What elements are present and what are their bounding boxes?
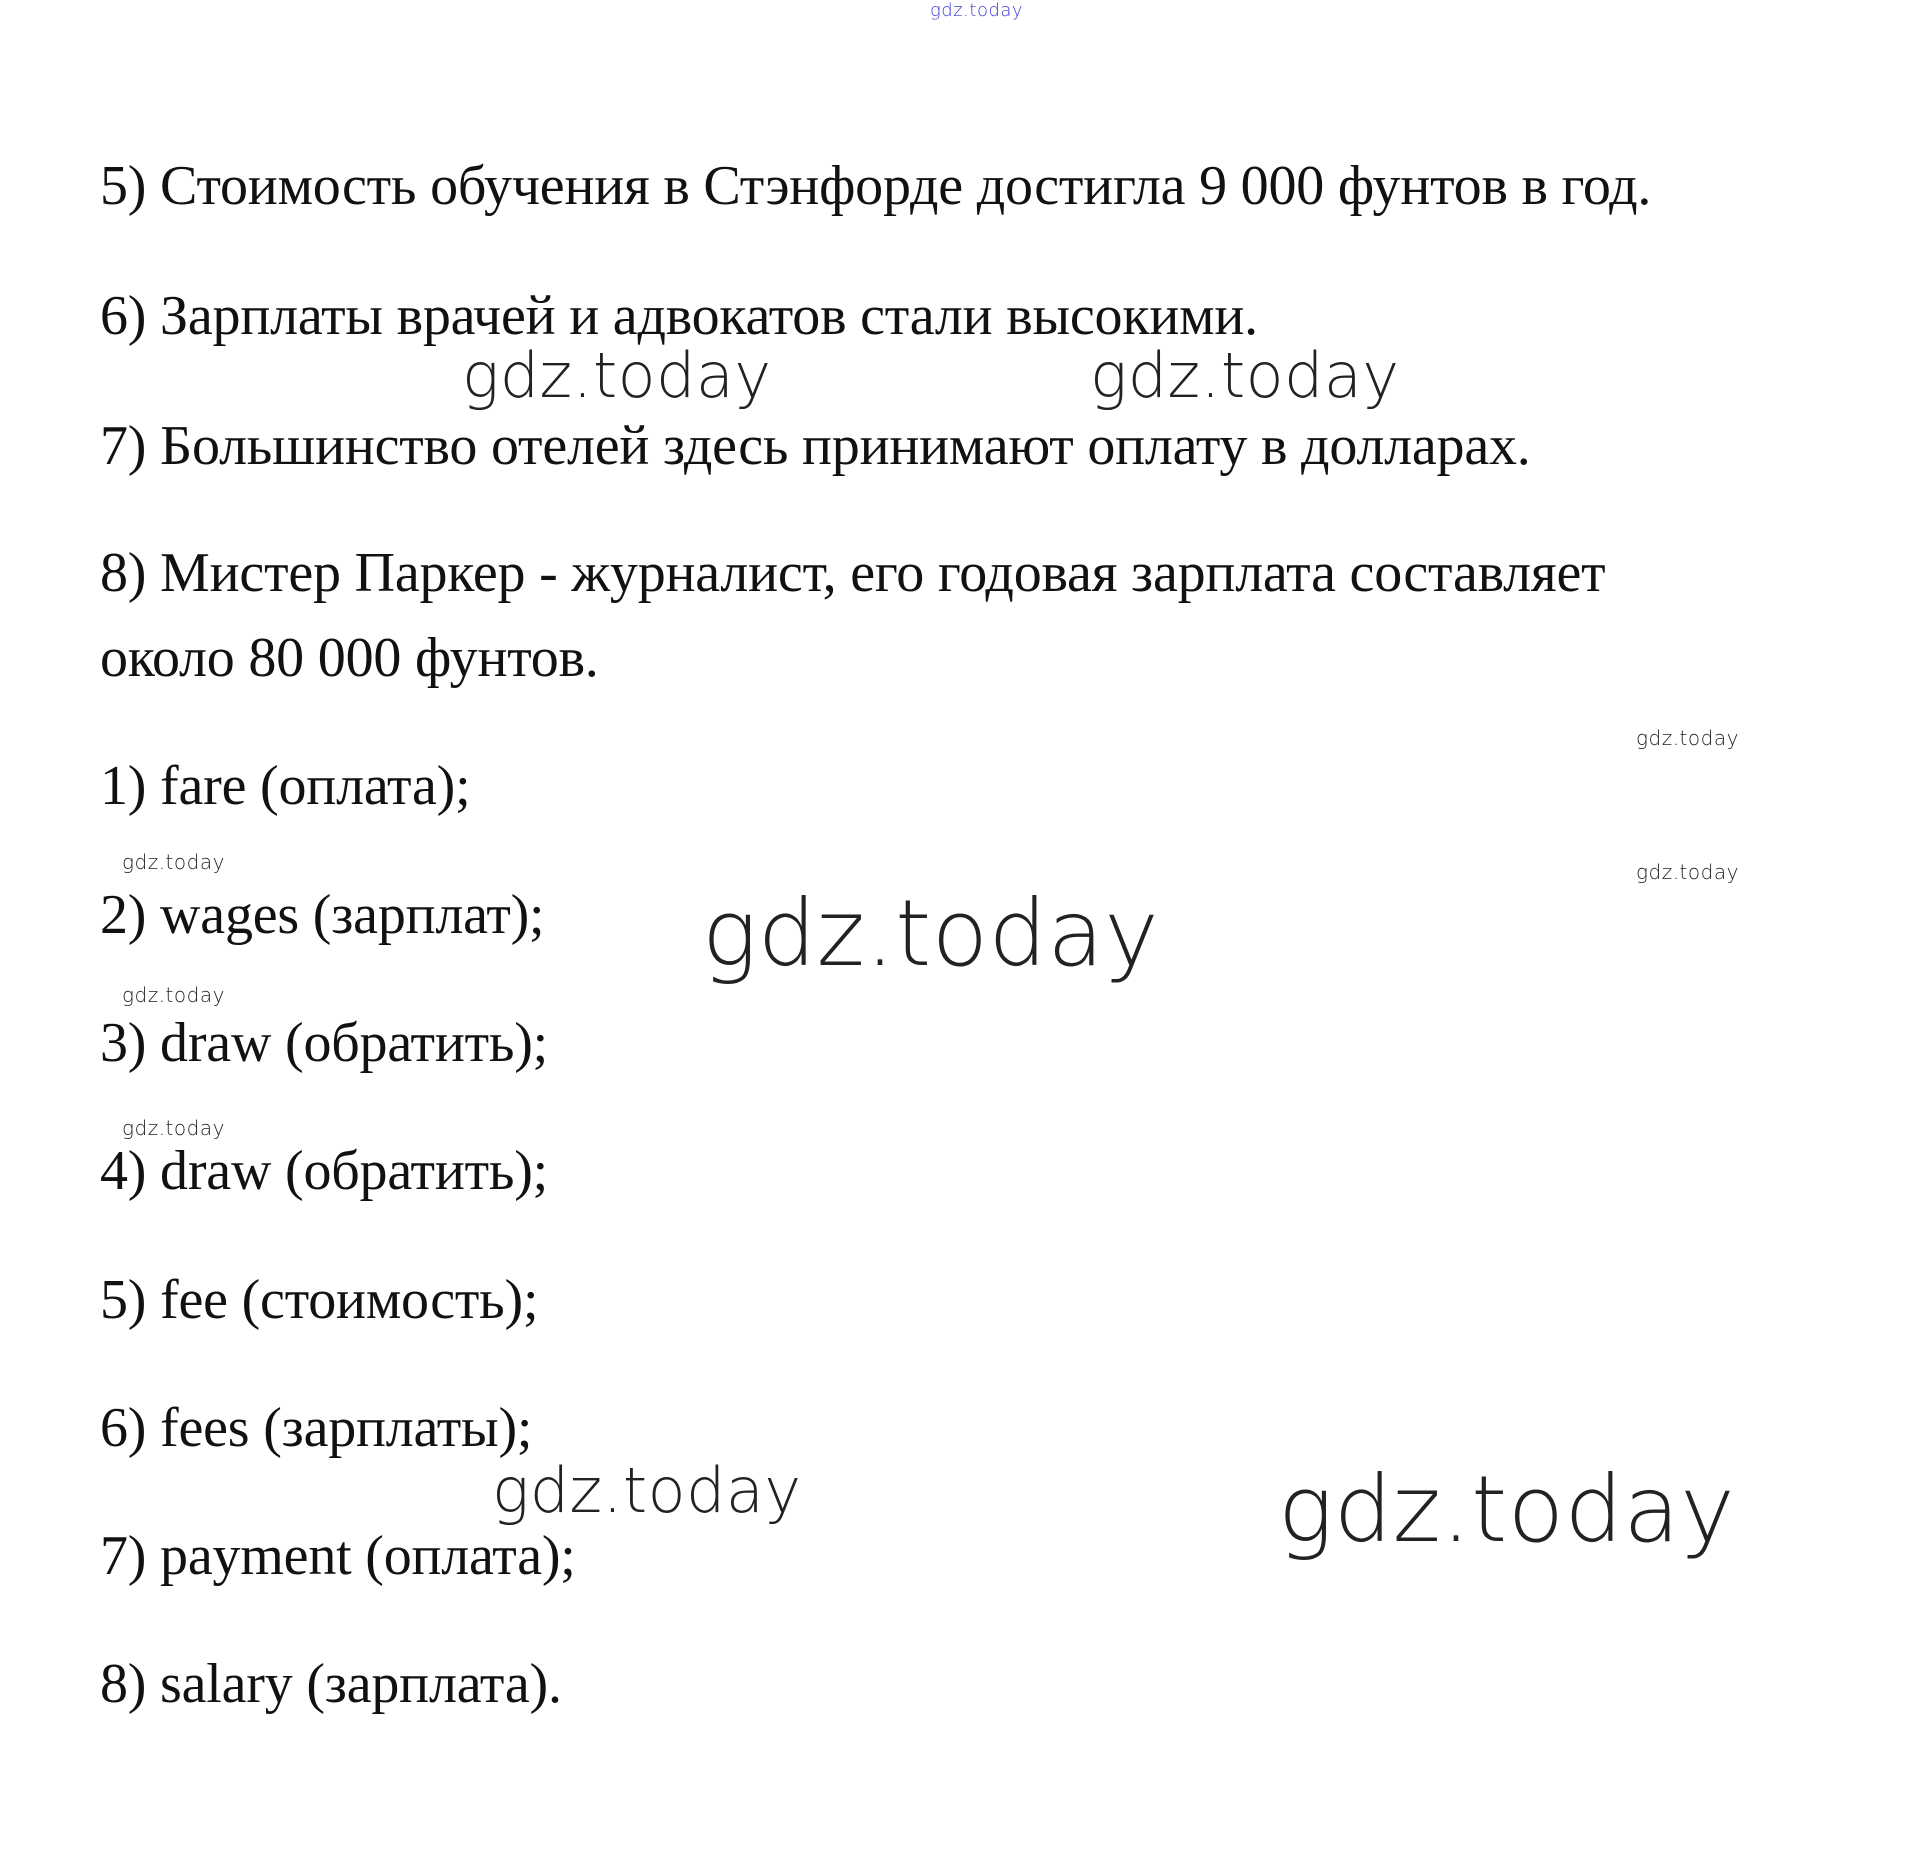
watermark: gdz.today: [122, 983, 225, 1007]
watermark: gdz.today: [492, 1454, 802, 1527]
sentence-8-continued: около 80 000 фунтов.: [100, 627, 599, 689]
watermark: gdz.today: [1636, 726, 1739, 750]
answer-2: 2) wages (зарплат);: [100, 884, 545, 946]
sentence-8: 8) Мистер Паркер - журналист, его годовая зарплата составляет: [100, 542, 1606, 604]
watermark-top: gdz.today: [930, 0, 1024, 21]
sentence-7: 7) Большинство отелей здесь принимают оплату в долларах.: [100, 415, 1531, 477]
watermark: gdz.today: [122, 850, 225, 874]
watermark: gdz.today: [702, 880, 1160, 987]
sentence-6: 6) Зарплаты врачей и адвокатов стали высокими.: [100, 285, 1258, 347]
answer-6: 6) fees (зарплаты);: [100, 1397, 533, 1459]
watermark: gdz.today: [1278, 1456, 1736, 1563]
answer-3: 3) draw (обратить);: [100, 1012, 549, 1074]
answer-7: 7) payment (оплата);: [100, 1525, 576, 1587]
watermark: gdz.today: [1636, 860, 1739, 884]
answer-1: 1) fare (оплата);: [100, 755, 471, 817]
answer-4: 4) draw (обратить);: [100, 1140, 549, 1202]
sentence-5: 5) Стоимость обучения в Стэнфорде достигла 9 000 фунтов в год.: [100, 155, 1652, 217]
watermark: gdz.today: [462, 339, 772, 412]
watermark: gdz.today: [122, 1116, 225, 1140]
watermark: gdz.today: [1090, 339, 1400, 412]
answer-5: 5) fee (стоимость);: [100, 1269, 539, 1331]
answer-8: 8) salary (зарплата).: [100, 1653, 562, 1715]
